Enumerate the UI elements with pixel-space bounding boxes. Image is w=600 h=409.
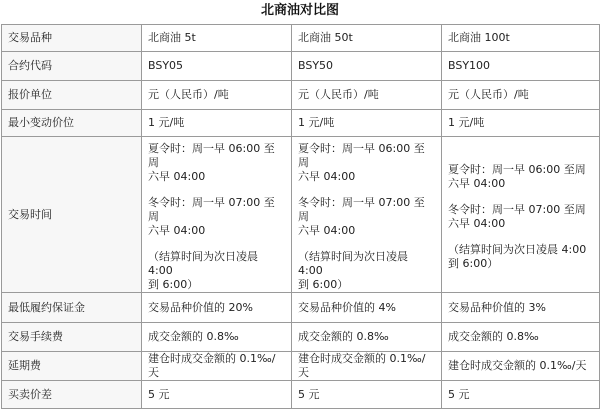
row-label-fee: 交易手续费 [2, 323, 142, 352]
row-label-contract-code: 合约代码 [2, 52, 142, 81]
comparison-table [1, 24, 600, 409]
table-row [2, 323, 600, 352]
settlement-note-cont: 到 6:00） [448, 257, 499, 270]
summer-time-text-cont: 六早 04:00 [148, 170, 206, 183]
table-header-row [2, 25, 600, 52]
settlement-note-cont: 到 6:00） [298, 278, 349, 291]
summer-time-text-cont: 六早 04:00 [448, 177, 506, 190]
row-label-quote-unit: 报价单位 [2, 81, 142, 110]
table-cell: 5 元 [292, 381, 442, 409]
table-cell: 1 元/吨 [442, 110, 600, 137]
row-label-min-margin: 最低履约保证金 [2, 293, 142, 323]
summer-time-text: 夏令时：周一早 06:00 至周 [298, 142, 425, 169]
table-cell: 成交金额的 0.8‰ [142, 323, 292, 352]
table-cell: 元（人民币）/吨 [292, 81, 442, 110]
table-cell: 成交金额的 0.8‰ [442, 323, 600, 352]
winter-time-text-cont: 六早 04:00 [448, 217, 506, 230]
column-header-bsy-5t: 北商油 5t [142, 25, 292, 52]
winter-time-text: 冬令时：周一早 07:00 至周 [148, 196, 275, 223]
summer-time-text-cont: 六早 04:00 [298, 170, 356, 183]
table-cell: 建仓时成交金额的 0.1‰/天 [142, 352, 292, 381]
table-cell: 建仓时成交金额的 0.1‰/天 [442, 352, 600, 381]
table-cell: 交易品种价值的 4% [292, 293, 442, 323]
column-header-bsy-100t: 北商油 100t [442, 25, 600, 52]
table-row [2, 52, 600, 81]
table-row [2, 381, 600, 409]
page-title: 北商油对比图 [260, 3, 339, 18]
row-label-trading-hours: 交易时间 [2, 137, 142, 293]
summer-time-text: 夏令时：周一早 06:00 至周 [448, 163, 586, 176]
winter-time-text-cont: 六早 04:00 [148, 224, 206, 237]
winter-time-text: 冬令时：周一早 07:00 至周 [448, 203, 586, 216]
table-cell: 元（人民币）/吨 [142, 81, 292, 110]
trading-hours-cell [442, 137, 600, 293]
table-cell: 交易品种价值的 20% [142, 293, 292, 323]
table-cell: 交易品种价值的 3% [442, 293, 600, 323]
row-label-spread: 买卖价差 [2, 381, 142, 409]
winter-time-text-cont: 六早 04:00 [298, 224, 356, 237]
table-cell: 5 元 [142, 381, 292, 409]
table-cell: 成交金额的 0.8‰ [292, 323, 442, 352]
trading-hours-cell [142, 137, 292, 293]
settlement-note: （结算时间为次日凌晨 4:00 [298, 250, 408, 277]
settlement-note: （结算时间为次日凌晨 4:00 [448, 243, 587, 256]
table-cell: BSY05 [142, 52, 292, 81]
column-header-bsy-50t: 北商油 50t [292, 25, 442, 52]
winter-time-text: 冬令时：周一早 07:00 至周 [298, 196, 425, 223]
trading-hours-cell [292, 137, 442, 293]
table-cell: 元（人民币）/吨 [442, 81, 600, 110]
row-label-deferral-fee: 延期费 [2, 352, 142, 381]
settlement-note-cont: 到 6:00） [148, 278, 199, 291]
table-row [2, 352, 600, 381]
table-cell: 1 元/吨 [292, 110, 442, 137]
table-row [2, 81, 600, 110]
summer-time-text: 夏令时：周一早 06:00 至周 [148, 142, 275, 169]
table-cell: 建仓时成交金额的 0.1‰/天 [292, 352, 442, 381]
settlement-note: （结算时间为次日凌晨 4:00 [148, 250, 258, 277]
table-cell: BSY50 [292, 52, 442, 81]
table-row [2, 137, 600, 293]
table-cell: 5 元 [442, 381, 600, 409]
table-row [2, 293, 600, 323]
table-cell: 1 元/吨 [142, 110, 292, 137]
row-label-min-tick: 最小变动价位 [2, 110, 142, 137]
table-row [2, 110, 600, 137]
table-cell: BSY100 [442, 52, 600, 81]
column-header-product: 交易品种 [2, 25, 142, 52]
